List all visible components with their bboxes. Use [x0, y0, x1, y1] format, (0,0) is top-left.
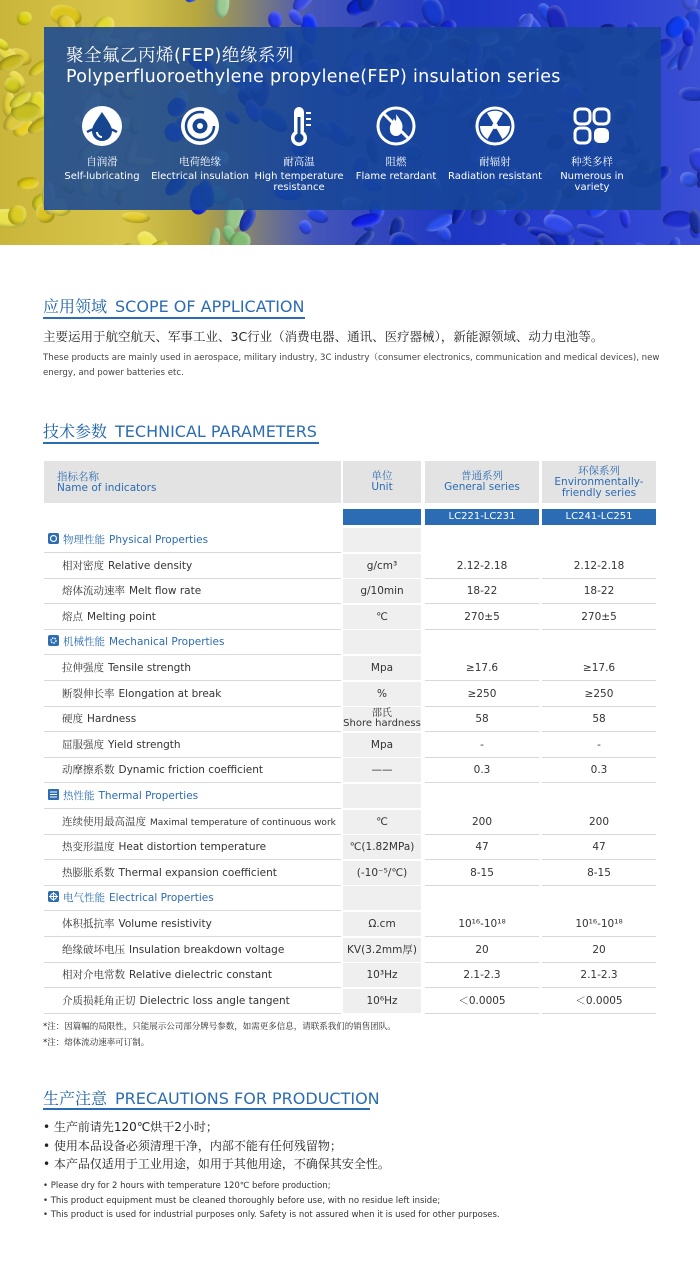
row-name-cn: 相对密度	[62, 559, 104, 572]
category-row-electrical	[44, 886, 656, 912]
table-row	[44, 938, 656, 964]
row-name-cn: 相对介电常数	[62, 969, 125, 982]
row-name-cn: 熔体流动速率	[62, 585, 125, 598]
pellet	[214, 0, 231, 18]
table-row	[44, 758, 656, 784]
precautions-heading-en: PRECAUTIONS FOR PRODUCTION	[115, 1089, 380, 1108]
scope-heading-rule	[43, 317, 305, 319]
technical-heading-rule	[43, 442, 319, 444]
feature-flame-retardant	[346, 105, 446, 182]
header-general-series	[425, 461, 539, 503]
category-label-cn: 物理性能	[63, 534, 105, 546]
pellet	[679, 86, 700, 101]
row-unit: Ω.cm	[343, 912, 421, 937]
pellet	[666, 236, 682, 245]
row-general-value: 2.12-2.18	[425, 554, 539, 579]
row-unit: KV(3.2mm厚)	[343, 938, 421, 963]
row-name-cn: 拉伸强度	[62, 662, 104, 674]
row-general-value: 58	[425, 707, 539, 732]
header-general-en: General series	[444, 481, 520, 493]
row-unit: Mpa	[343, 733, 421, 758]
row-name-cn: 连续使用最高温度	[62, 815, 146, 828]
feature-high-temperature	[249, 105, 349, 193]
row-name-cn: 熔点	[62, 610, 83, 623]
row-name-en: Maximal temperature of continuous work	[150, 817, 336, 828]
row-general-value: 200	[425, 810, 539, 835]
row-general-value: -	[425, 733, 539, 758]
row-name-cn: 断裂伸长率	[62, 687, 115, 700]
thermometer-icon	[278, 105, 320, 147]
header-eco-en: Environmentally-friendly series	[554, 476, 644, 499]
pellet	[497, 241, 514, 245]
table-row	[44, 682, 656, 708]
eco-code: LC241-LC251	[542, 509, 656, 525]
row-general-value: 2.1-2.3	[425, 963, 539, 988]
hero-title-cn: 聚全氟乙丙烯(FEP)绝缘系列	[66, 46, 294, 66]
row-name-en: Relative dielectric constant	[129, 969, 272, 982]
category-row-thermal	[44, 784, 656, 810]
row-unit: %	[343, 682, 421, 707]
pellet	[634, 240, 659, 245]
feature-label-en: Electrical insulation	[151, 171, 249, 182]
pellet	[296, 218, 314, 237]
heat-icon	[48, 789, 59, 800]
feature-label-en: High temperature resistance	[254, 171, 344, 193]
target-icon	[179, 105, 221, 147]
header-indicator	[44, 461, 341, 503]
row-unit: 10³Hz	[343, 963, 421, 988]
pellet	[121, 211, 150, 223]
header-unit-cn: 单位	[371, 470, 393, 482]
row-eco-value: 2.12-2.18	[542, 554, 656, 579]
row-unit-cn: 邵氏	[372, 708, 392, 720]
note-line: *注：熔体流动速率可订制。	[43, 1038, 150, 1048]
feature-self-lubricating	[52, 105, 152, 182]
technical-heading	[43, 419, 317, 442]
row-name-en: Tensile strength	[108, 662, 192, 674]
precautions-heading	[43, 1086, 380, 1109]
general-code: LC221-LC231	[425, 509, 539, 525]
table-row	[44, 861, 656, 887]
row-unit: (-10⁻⁵/℃)	[343, 861, 421, 886]
table-notes	[43, 1019, 396, 1051]
feature-label-cn: 自润滑	[86, 156, 118, 168]
row-eco-value: 18-22	[542, 579, 656, 604]
row-unit-en: Shore hardness	[343, 718, 421, 730]
row-unit: ℃	[343, 605, 421, 630]
header-unit	[343, 461, 421, 503]
list-item: • 本产品仅适用于工业用途，如用于其他用途，不确保其安全性。	[43, 1157, 390, 1171]
table-row	[44, 912, 656, 938]
row-eco-value: 8-15	[542, 861, 656, 886]
feature-label-en: Radiation resistant	[448, 171, 542, 182]
row-general-value: 8-15	[425, 861, 539, 886]
pellet	[682, 26, 696, 47]
row-name-en: Volume resistivity	[118, 918, 212, 930]
list-item: • Please dry for 2 hours with temperature 120℃ before production;	[43, 1181, 331, 1191]
row-general-value: 10¹⁶-10¹⁸	[425, 912, 539, 937]
row-name-cn: 屈服强度	[62, 738, 104, 751]
precautions-heading-cn: 生产注意	[43, 1089, 108, 1108]
row-general-value: ≥250	[425, 682, 539, 707]
row-eco-value: ＜0.0005	[542, 989, 656, 1014]
feature-label-en: Numerous in variety	[560, 171, 624, 193]
unit-code-bar	[343, 509, 421, 525]
scope-heading-en: SCOPE OF APPLICATION	[115, 297, 305, 316]
row-unit: ——	[343, 758, 421, 783]
precautions-list-cn	[43, 1118, 390, 1174]
list-item: • This product equipment must be cleaned thoroughly before use, with no residue left inside;	[43, 1195, 441, 1206]
row-unit: g/cm³	[343, 554, 421, 579]
row-name-cn: 绝缘破坏电压	[62, 943, 125, 956]
table-row	[44, 554, 656, 580]
pellet	[267, 10, 283, 29]
technical-heading-en: TECHNICAL PARAMETERS	[115, 422, 317, 441]
feature-label-cn: 种类多样	[571, 156, 613, 168]
feature-label-cn: 阻燃	[385, 156, 407, 168]
row-name-en: Hardness	[87, 713, 137, 726]
feature-list	[52, 105, 652, 205]
feature-radiation-resistant	[445, 105, 545, 182]
precautions-heading-rule	[43, 1108, 370, 1110]
row-unit: ℃(1.82MPa)	[343, 835, 421, 860]
table-row	[44, 656, 656, 682]
row-eco-value: ≥17.6	[542, 656, 656, 681]
pellet	[592, 239, 604, 245]
feature-electrical-insulation	[150, 105, 250, 182]
scope-text-cn: 主要运用于航空航天、军事工业、3C行业（消费电器、通讯、医疗器械），新能源领域、动力电池等。	[43, 329, 604, 344]
row-eco-value: 58	[542, 707, 656, 732]
row-eco-value: 10¹⁶-10¹⁸	[542, 912, 656, 937]
row-unit: 10⁶Hz	[343, 989, 421, 1014]
row-general-value: 0.3	[425, 758, 539, 783]
feature-label-cn: 耐高温	[283, 156, 315, 168]
category-label-en: Physical Properties	[109, 534, 209, 546]
category-row-mechanical	[44, 630, 656, 656]
row-name-en: Melt flow rate	[129, 585, 202, 598]
precautions-list-en	[43, 1179, 500, 1223]
feature-label-en: Self-lubricating	[64, 171, 140, 182]
table-row	[44, 963, 656, 989]
header-indicator-en: Name of indicators	[57, 482, 157, 494]
row-name-en: Dynamic friction coefficient	[118, 764, 264, 777]
hero-panel	[44, 27, 661, 210]
row-name-en: Yield strength	[108, 738, 181, 751]
pellet	[352, 228, 378, 245]
technical-heading-cn: 技术参数	[43, 422, 108, 441]
row-unit: ℃	[343, 810, 421, 835]
category-row-physical	[44, 528, 656, 554]
row-eco-value: 2.1-2.3	[542, 963, 656, 988]
pellet	[575, 221, 607, 240]
row-name-cn: 硬度	[62, 713, 83, 726]
header-eco-cn: 环保系列	[578, 465, 620, 477]
pellet	[16, 176, 39, 191]
row-unit: Mpa	[343, 656, 421, 681]
no-fire-icon	[375, 105, 417, 147]
row-general-value: 20	[425, 938, 539, 963]
electric-icon	[48, 891, 59, 902]
drop-icon	[81, 105, 123, 147]
scope-text-en: These products are mainly used in aerospace, military industry, 3C industry（consumer electronics, communication and medical devices), new energy, and power batteries etc.	[43, 353, 660, 378]
pellet	[687, 146, 700, 174]
header-eco-series	[542, 461, 656, 503]
pellet	[618, 207, 632, 228]
row-eco-value: ≥250	[542, 682, 656, 707]
table-row	[44, 810, 656, 836]
row-name-en: Heat distortion temperature	[118, 841, 267, 854]
note-line: *注：因篇幅的局限性，只能展示公司部分牌号参数，如需更多信息，请联系我们的销售团队。	[43, 1022, 396, 1032]
hero-title-en: Polyperfluoroethylene propylene(FEP) insulation series	[66, 67, 561, 87]
feature-label-cn: 耐辐射	[479, 156, 511, 168]
row-eco-value: 0.3	[542, 758, 656, 783]
header-indicator-cn: 指标名称	[57, 471, 99, 483]
category-label-cn: 电气性能	[63, 892, 105, 905]
list-item: • 生产前请先120℃烘干2小时；	[43, 1120, 218, 1134]
row-general-value: ＜0.0005	[425, 989, 539, 1014]
category-label-cn: 机械性能	[63, 636, 105, 649]
category-label-en: Electrical Properties	[109, 892, 214, 905]
feature-numerous-variety	[542, 105, 642, 193]
pellet	[16, 12, 32, 27]
row-name-cn: 热膨胀系数	[62, 866, 115, 879]
category-label-cn: 热性能	[63, 790, 95, 802]
table-row	[44, 733, 656, 759]
row-unit	[343, 707, 421, 732]
row-general-value: ≥17.6	[425, 656, 539, 681]
row-name-cn: 体积抵抗率	[62, 918, 115, 930]
row-eco-value: 20	[542, 938, 656, 963]
row-general-value: 18-22	[425, 579, 539, 604]
scope-heading	[43, 294, 304, 317]
feature-label-en: Flame retardant	[355, 171, 437, 182]
header-general-cn: 普通系列	[461, 470, 503, 482]
row-name-en: Elongation at break	[118, 687, 222, 700]
variety-icon	[571, 105, 613, 147]
physics-icon	[48, 533, 59, 544]
feature-label-cn: 电荷绝缘	[179, 156, 221, 168]
pellet	[182, 0, 202, 6]
row-name-en: Melting point	[87, 610, 156, 623]
row-name-en: Insulation breakdown voltage	[129, 943, 285, 956]
row-name-cn: 热变形温度	[62, 841, 115, 854]
row-eco-value: -	[542, 733, 656, 758]
row-general-value: 270±5	[425, 605, 539, 630]
row-unit: g/10min	[343, 579, 421, 604]
radiation-icon	[474, 105, 516, 147]
category-label-en: Thermal Properties	[98, 790, 199, 802]
pellet	[208, 227, 222, 245]
row-name-en: Thermal expansion coefficient	[118, 866, 277, 879]
table-row	[44, 989, 656, 1015]
scope-heading-cn: 应用领域	[43, 297, 108, 316]
header-unit-en: Unit	[371, 481, 393, 493]
row-eco-value: 47	[542, 835, 656, 860]
gear-icon	[48, 635, 59, 646]
table-row	[44, 835, 656, 861]
row-name-en: Dielectric loss angle tangent	[139, 994, 290, 1007]
row-eco-value: 200	[542, 810, 656, 835]
table-row	[44, 605, 656, 631]
row-name-cn: 动摩擦系数	[62, 764, 115, 777]
hero-banner	[0, 0, 700, 245]
table-row	[44, 707, 656, 733]
row-name-cn: 介质损耗角正切	[62, 994, 136, 1007]
row-name-en: Relative density	[108, 559, 193, 572]
category-label-en: Mechanical Properties	[109, 636, 225, 649]
list-item: • 使用本品设备必须清理干净，内部不能有任何残留物；	[43, 1138, 342, 1153]
row-eco-value: 270±5	[542, 605, 656, 630]
table-row	[44, 579, 656, 605]
list-item: • This product is used for industrial purposes only. Safety is not assured when it is used for other purposes.	[43, 1210, 500, 1220]
row-general-value: 47	[425, 835, 539, 860]
